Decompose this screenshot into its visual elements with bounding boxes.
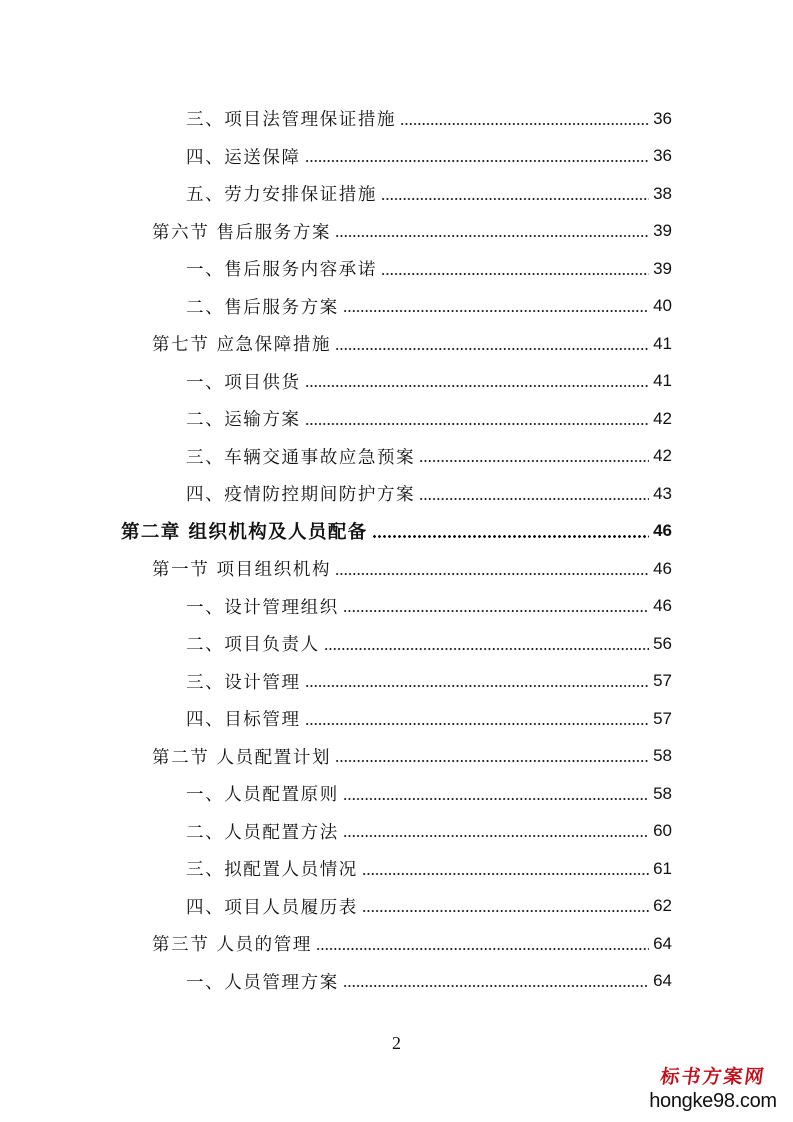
toc-entry-title: 三、车辆交通事故应急预案 — [186, 447, 416, 468]
toc-entry-page: 46 — [653, 596, 672, 616]
toc-entry[interactable] — [0, 288, 793, 326]
toc-entry-page: 62 — [653, 896, 672, 916]
toc-entry-page: 57 — [653, 708, 672, 728]
toc-entry[interactable] — [0, 963, 793, 1001]
toc-entry-page: 42 — [653, 408, 672, 428]
toc-entry-title: 五、劳力安排保证措施 — [186, 185, 377, 206]
toc-dot-leader — [335, 235, 649, 237]
toc-entry-page: 58 — [653, 746, 672, 766]
toc-entry[interactable] — [0, 550, 793, 588]
toc-entry-page: 38 — [653, 183, 672, 203]
toc-entry-title: 第七节 应急保障措施 — [152, 335, 332, 356]
toc-entry-page: 39 — [653, 221, 672, 241]
toc-dot-leader — [400, 123, 649, 125]
toc-dot-leader — [343, 985, 649, 987]
toc-entry-page: 46 — [653, 521, 672, 541]
toc-entry-title: 三、项目法管理保证措施 — [186, 110, 397, 131]
toc-entry-title: 第六节 售后服务方案 — [152, 222, 332, 243]
toc-entry-title: 二、售后服务方案 — [186, 297, 339, 318]
toc-entry[interactable] — [0, 850, 793, 888]
toc-dot-leader — [362, 873, 649, 875]
toc-entry[interactable] — [0, 588, 793, 626]
toc-entry-title: 四、运送保障 — [186, 147, 301, 168]
toc-dot-leader — [343, 798, 649, 800]
toc-dot-leader — [343, 610, 649, 612]
toc-entry-page: 36 — [653, 146, 672, 166]
toc-entry[interactable] — [0, 250, 793, 288]
toc-entry[interactable] — [0, 325, 793, 363]
toc-entry-page: 40 — [653, 296, 672, 316]
toc-dot-leader — [305, 685, 649, 687]
toc-entry-page: 39 — [653, 258, 672, 278]
toc-entry-page: 60 — [653, 821, 672, 841]
toc-entry-title: 四、目标管理 — [186, 710, 301, 731]
toc-entry[interactable] — [0, 175, 793, 213]
toc-dot-leader — [343, 310, 649, 312]
toc-dot-leader — [316, 948, 649, 950]
toc-entry-page: 64 — [653, 933, 672, 953]
toc-entry-title: 第二节 人员配置计划 — [152, 747, 332, 768]
toc-entry-title: 第三节 人员的管理 — [152, 935, 312, 956]
toc-entry-page: 43 — [653, 483, 672, 503]
toc-dot-leader — [305, 723, 649, 725]
toc-entry-page: 41 — [653, 333, 672, 353]
toc-entry[interactable] — [0, 475, 793, 513]
page-number: 2 — [392, 1033, 401, 1053]
toc-entry[interactable] — [0, 625, 793, 663]
toc-entry-page: 61 — [653, 858, 672, 878]
toc-dot-leader — [381, 198, 649, 200]
toc-dot-leader — [419, 460, 649, 462]
toc-dot-leader — [335, 348, 649, 350]
toc-dot-leader — [324, 648, 649, 650]
toc-entry-page: 46 — [653, 558, 672, 578]
toc-entry-page: 58 — [653, 783, 672, 803]
toc-entry[interactable] — [0, 138, 793, 176]
toc-entry-title: 二、项目负责人 — [186, 635, 320, 656]
toc-dot-leader — [335, 760, 649, 762]
toc-entry[interactable] — [0, 400, 793, 438]
toc-dot-leader — [372, 535, 649, 538]
toc-entry-page: 56 — [653, 633, 672, 653]
toc-entry[interactable] — [0, 775, 793, 813]
watermark-url: hongke98.com — [649, 1090, 777, 1112]
toc-entry-title: 四、项目人员履历表 — [186, 897, 358, 918]
toc-entry-page: 36 — [653, 108, 672, 128]
toc-dot-leader — [343, 835, 649, 837]
toc-entry[interactable] — [0, 100, 793, 138]
table-of-contents — [0, 100, 793, 1000]
toc-entry[interactable] — [0, 213, 793, 251]
toc-entry-title: 二、人员配置方法 — [186, 822, 339, 843]
toc-dot-leader — [419, 498, 649, 500]
toc-entry-title: 四、疫情防控期间防护方案 — [186, 485, 416, 506]
toc-entry[interactable] — [0, 700, 793, 738]
toc-entry-page: 57 — [653, 671, 672, 691]
toc-entry[interactable] — [0, 813, 793, 851]
toc-entry[interactable] — [0, 925, 793, 963]
toc-dot-leader — [362, 910, 649, 912]
watermark-logo — [643, 1066, 783, 1114]
toc-dot-leader — [305, 385, 649, 387]
toc-entry-title: 一、售后服务内容承诺 — [186, 260, 377, 281]
toc-entry-title: 三、拟配置人员情况 — [186, 860, 358, 881]
toc-entry-title: 一、项目供货 — [186, 372, 301, 393]
toc-entry-title: 一、人员配置原则 — [186, 785, 339, 806]
toc-entry[interactable] — [0, 888, 793, 926]
toc-entry[interactable] — [0, 513, 793, 551]
toc-entry-title: 第一节 项目组织机构 — [152, 560, 332, 581]
toc-entry-page: 64 — [653, 971, 672, 991]
toc-dot-leader — [305, 160, 649, 162]
toc-entry-title: 一、设计管理组织 — [186, 597, 339, 618]
toc-entry-page: 42 — [653, 446, 672, 466]
toc-entry-title: 第二章 组织机构及人员配备 — [121, 522, 368, 544]
toc-entry[interactable] — [0, 438, 793, 476]
toc-entry-title: 一、人员管理方案 — [186, 972, 339, 993]
toc-dot-leader — [335, 573, 649, 575]
toc-entry-title: 二、运输方案 — [186, 410, 301, 431]
toc-dot-leader — [305, 423, 649, 425]
toc-entry[interactable] — [0, 663, 793, 701]
toc-entry-page: 41 — [653, 371, 672, 391]
toc-entry-title: 三、设计管理 — [186, 672, 301, 693]
toc-entry[interactable] — [0, 363, 793, 401]
toc-entry[interactable] — [0, 738, 793, 776]
toc-dot-leader — [381, 273, 649, 275]
watermark-brand: 标书方案网 — [658, 1066, 768, 1088]
